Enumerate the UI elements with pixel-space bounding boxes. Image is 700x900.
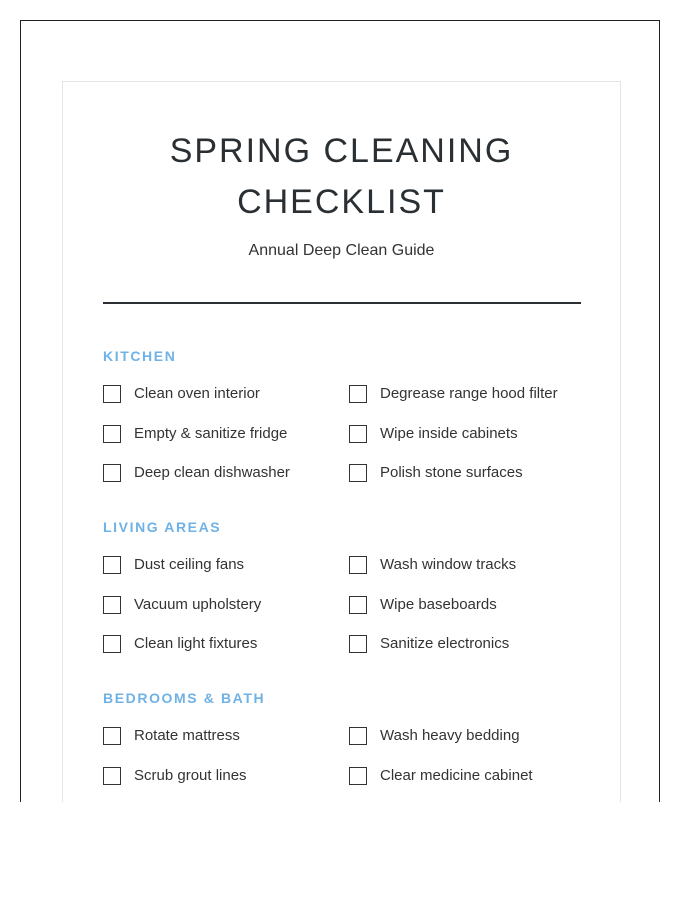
checkbox[interactable] (103, 727, 121, 745)
title-divider (103, 302, 581, 304)
section-living-areas (103, 519, 581, 652)
checklist-item[interactable] (103, 595, 349, 635)
checkbox[interactable] (103, 596, 121, 614)
checklist-item[interactable] (103, 424, 349, 464)
checkbox[interactable] (349, 385, 367, 403)
checklist-item[interactable] (103, 634, 349, 674)
checklist-item[interactable] (349, 726, 581, 766)
checklist-item-label: Scrub grout lines (134, 766, 247, 784)
checkbox[interactable] (349, 425, 367, 443)
checklist-item-label: Wash window tracks (380, 556, 517, 573)
checkbox[interactable] (349, 767, 367, 785)
checklist-item[interactable] (349, 634, 581, 674)
page-subtitle: Annual Deep Clean Guide (248, 242, 435, 259)
section-bedrooms-bath (103, 690, 581, 784)
checklist-items (103, 384, 581, 503)
checklist-item-label: Clean oven interior (134, 385, 260, 402)
checkbox[interactable] (349, 635, 367, 653)
checkbox[interactable] (103, 767, 121, 785)
checklist-item[interactable] (349, 555, 581, 595)
checkbox[interactable] (103, 464, 121, 482)
checklist-item-label: Empty & sanitize fridge (134, 424, 288, 442)
checklist-item-label: Polish stone surfaces (380, 464, 523, 481)
checklist-item[interactable] (103, 766, 349, 803)
checklist-item[interactable] (349, 424, 581, 464)
checklist-item-label: Clear medicine cabinet (380, 766, 533, 784)
checkbox[interactable] (349, 556, 367, 574)
checklist-item[interactable] (103, 726, 349, 766)
checklist-item-label: Clean light fixtures (134, 635, 258, 652)
checklist-item-label: Vacuum upholstery (134, 595, 262, 613)
page-title: SPRING CLEANING CHECKLIST (169, 132, 514, 221)
checklist-items (103, 726, 581, 802)
checklist-item-label: Wipe inside cabinets (380, 424, 518, 442)
checklist-item-label: Rotate mattress (134, 727, 240, 744)
checklist-item[interactable] (103, 555, 349, 595)
checklist-item-label: Dust ceiling fans (134, 556, 245, 573)
section-heading: KITCHEN (103, 348, 177, 364)
checkbox[interactable] (103, 385, 121, 403)
checkbox[interactable] (349, 727, 367, 745)
section-kitchen (103, 348, 581, 481)
checklist-item-label: Degrease range hood filter (380, 385, 558, 402)
checklist-item-label: Wash heavy bedding (380, 727, 520, 744)
checklist-sheet (62, 81, 621, 802)
checklist-item-label: Wipe baseboards (380, 595, 497, 613)
checklist-item-label: Sanitize electronics (380, 635, 510, 652)
checklist-item[interactable] (103, 463, 349, 503)
checkbox[interactable] (103, 556, 121, 574)
checklist-item[interactable] (349, 595, 581, 635)
checkbox[interactable] (349, 596, 367, 614)
checkbox[interactable] (349, 464, 367, 482)
checklist-item[interactable] (349, 766, 581, 803)
checklist-item[interactable] (349, 463, 581, 503)
checklist-item[interactable] (349, 384, 581, 424)
page-frame (20, 20, 660, 802)
section-heading: BEDROOMS & BATH (103, 690, 266, 706)
checkbox[interactable] (103, 635, 121, 653)
checklist-item-label: Deep clean dishwasher (134, 464, 290, 481)
section-heading: LIVING AREAS (103, 519, 222, 535)
checkbox[interactable] (103, 425, 121, 443)
checklist-item[interactable] (103, 384, 349, 424)
checklist-items (103, 555, 581, 674)
